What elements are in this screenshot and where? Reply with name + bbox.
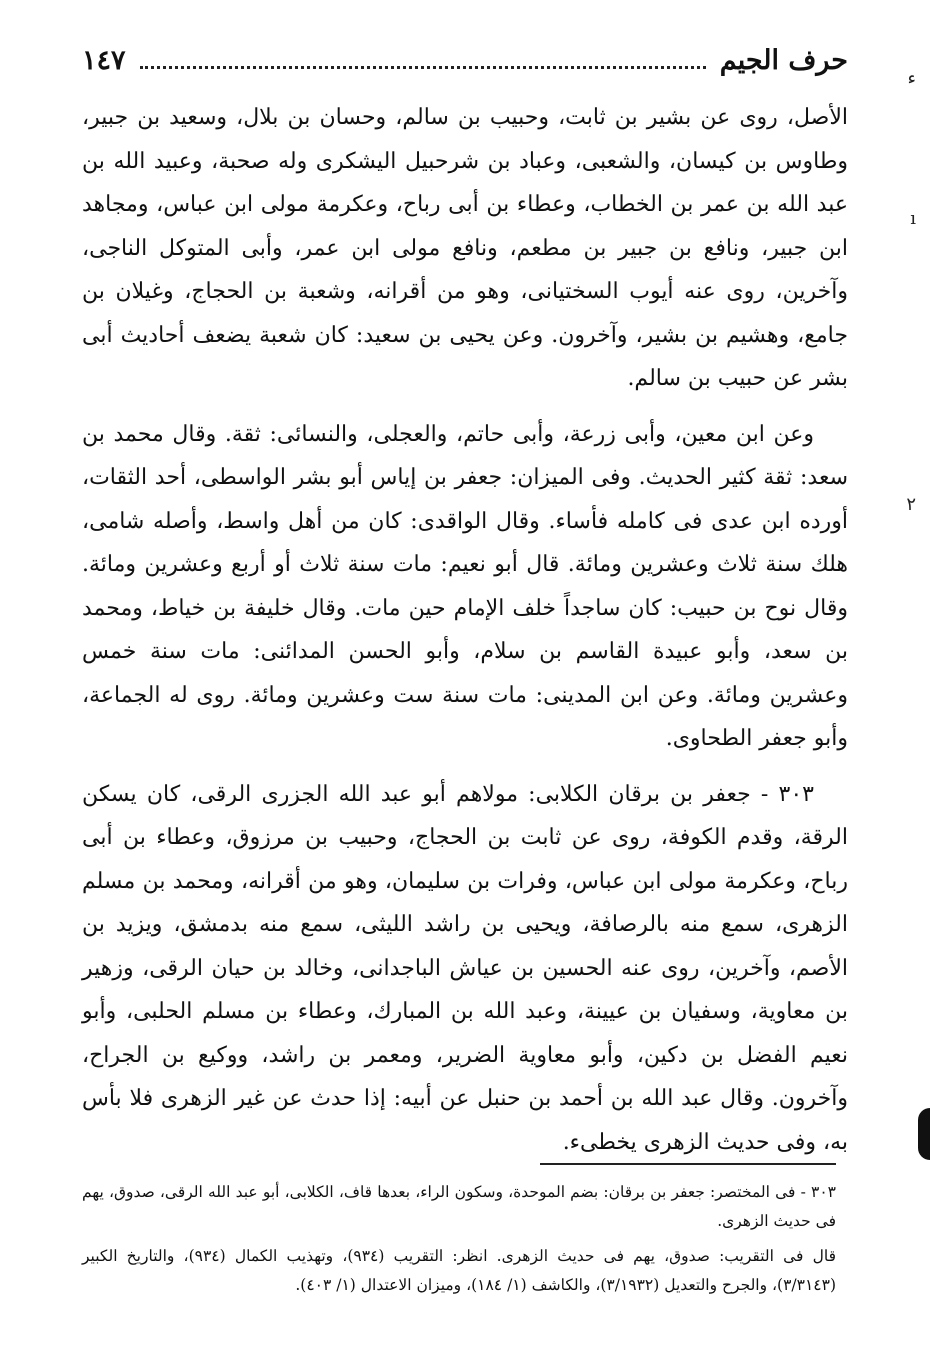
margin-mark: ٢ [906, 494, 916, 515]
margin-mark: ء [907, 68, 916, 89]
paragraph: وعن ابن معين، وأبى زرعة، وأبى حاتم، والعجلى، والنسائى: ثقة. وقال محمد بن سعد: ثقة كثير الحديث. وفى الميزان: جعفر بن إياس أبو بشر الواسطى، أحد الثقات، أورده ابن عدى فى كامله فأساء. وقال الواقدى: كان من أهل واسط، وأصله شامى، هلك سنة ثلاث وعشرين ومائة. قال أبو نعيم: مات سنة ثلاث أو أربع وعشرين ومائة. وقال نوح بن حبيب: كان ساجداً خلف الإمام حين مات. وقال خليفة بن خياط، ومحمد بن سعد، وأبو عبيدة القاسم بن سلام، وأبو الحسن المدائنى: مات سنة خمس وعشرين ومائة. وعن ابن المدينى: مات سنة ست وعشرين ومائة. روى له الجماعة، وأبو جعفر الطحاوى. [82, 421, 848, 751]
paragraph: الأصل، روى عن بشير بن ثابت، وحبيب بن سالم، وحسان بن بلال، وسعيد بن جبير، وطاوس بن كيسان، والشعبى، وعباد بن شرحبيل اليشكرى وله صحبة، وعبيد الله بن عبد الله بن عمر بن الخطاب، وعطاء بن أبى رباح، وعكرمة مولى ابن عباس، ومجاهد ابن جبير، ونافع بن جبير بن مطعم، ونافع مولى ابن عمر، وأبى المتوكل الناجى، وآخرين، روى عنه أيوب السختيانى، وهو من أقرانه، وشعبة بن الحجاج، وغيلان بن جامع، وهشيم بن بشير، وآخرون. وعن يحيى بن سعيد: كان شعبة يضعف أحاديث أبى بشر عن حبيب بن سالم. [82, 105, 848, 391]
page-header [82, 38, 848, 82]
footnotes [82, 1178, 836, 1306]
margin-mark: ı [910, 208, 916, 229]
footnote: ٣٠٣ - فى المختصر: جعفر بن برقان: بضم الموحدة، وسكون الراء، بعدها قاف، الكلابى، أبو عبد الله الرقى، صدوق، يهم فى حديث الزهرى. [82, 1183, 836, 1230]
page-number: ١٤٧ [82, 44, 126, 76]
page-edge-shadow [918, 1108, 930, 1160]
main-text [82, 96, 848, 1176]
paragraph: ٣٠٣ - جعفر بن برقان الكلابى: مولاهم أبو عبد الله الجزرى الرقى، كان يسكن الرقة، وقدم الكوفة، روى عن ثابت بن الحجاج، وحبيب بن مرزوق، وعطاء بن أبى رباح، وعكرمة مولى ابن عباس، وفرات بن سليمان، وهو من أقرانه، ومحمد بن مسلم الزهرى، سمع منه بالرصافة، ويحيى بن راشد الليثى، سمع منه بدمشق، ويزيد بن الأصم، وآخرين، روى عنه الحسين بن عياش الباجدانى، وخالد بن حيان الرقى، وزهير بن معاوية، وسفيان بن عيينة، وعبد الله بن المبارك، وعطاء بن مسلم الحلبى، وأبو نعيم الفضل بن دكين، وأبو معاوية الضرير، ومعمر بن راشد، ووكيع بن الجراح، وآخرون. وقال عبد الله بن أحمد بن حنبل عن أبيه: إذا حدث عن غير الزهرى فلا بأس به، وفى حديث الزهرى يخطىء. [82, 781, 848, 1155]
section-title: حرف الجيم [719, 44, 848, 76]
footnote: قال فى التقريب: صدوق، يهم فى حديث الزهرى. انظر: التقريب (٩٣٤)، وتهذيب الكمال (٩٣٤)، والتاريخ الكبير (٣/٣١٤٣)، والجرح والتعديل (٣/١٩٣٢)، والكاشف (١/ ١٨٤)، وميزان الاعتدال (١/ ٤٠٣). [82, 1247, 837, 1294]
footnote-separator [540, 1163, 836, 1165]
header-dotted-leader [140, 52, 706, 69]
